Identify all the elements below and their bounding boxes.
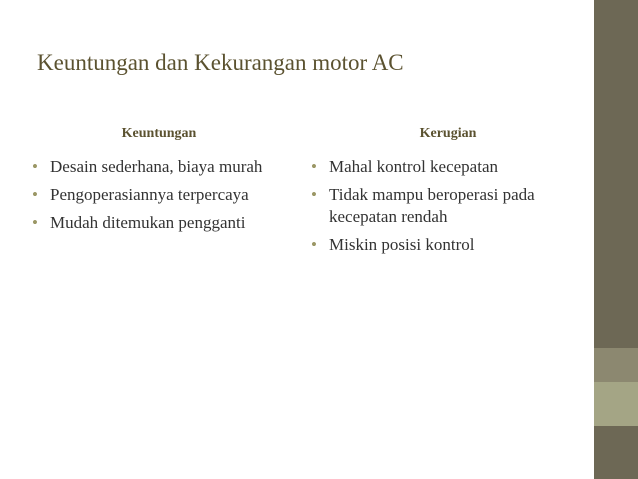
bullet-icon: • bbox=[311, 157, 317, 176]
list-item bbox=[307, 156, 589, 178]
disadvantages-list bbox=[307, 156, 589, 256]
list-item-text: Mahal kontrol kecepatan bbox=[329, 157, 498, 176]
disadvantages-column bbox=[307, 120, 589, 262]
advantages-list bbox=[28, 156, 290, 234]
advantages-column bbox=[28, 120, 290, 240]
bullet-icon: • bbox=[32, 185, 38, 204]
bullet-icon: • bbox=[311, 185, 317, 204]
list-item-text: Pengoperasiannya terpercaya bbox=[50, 185, 249, 204]
list-item-text: Mudah ditemukan pengganti bbox=[50, 213, 246, 232]
bullet-icon: • bbox=[32, 213, 38, 232]
list-item bbox=[28, 156, 290, 178]
list-item bbox=[28, 184, 290, 206]
list-item-text: Miskin posisi kontrol bbox=[329, 235, 475, 254]
decorative-side-accent-light bbox=[594, 382, 638, 426]
list-item bbox=[28, 212, 290, 234]
list-item-text: Desain sederhana, biaya murah bbox=[50, 157, 263, 176]
list-item-text: Tidak mampu beroperasi pada kecepatan rendah bbox=[329, 185, 535, 226]
disadvantages-heading: Kerugian bbox=[419, 126, 477, 141]
decorative-side-accent-dark bbox=[594, 348, 638, 382]
slide-title: Keuntungan dan Kekurangan motor AC bbox=[37, 50, 404, 75]
list-item bbox=[307, 234, 589, 256]
advantages-heading: Keuntungan bbox=[121, 126, 197, 141]
bullet-icon: • bbox=[311, 235, 317, 254]
list-item bbox=[307, 184, 589, 228]
bullet-icon: • bbox=[32, 157, 38, 176]
